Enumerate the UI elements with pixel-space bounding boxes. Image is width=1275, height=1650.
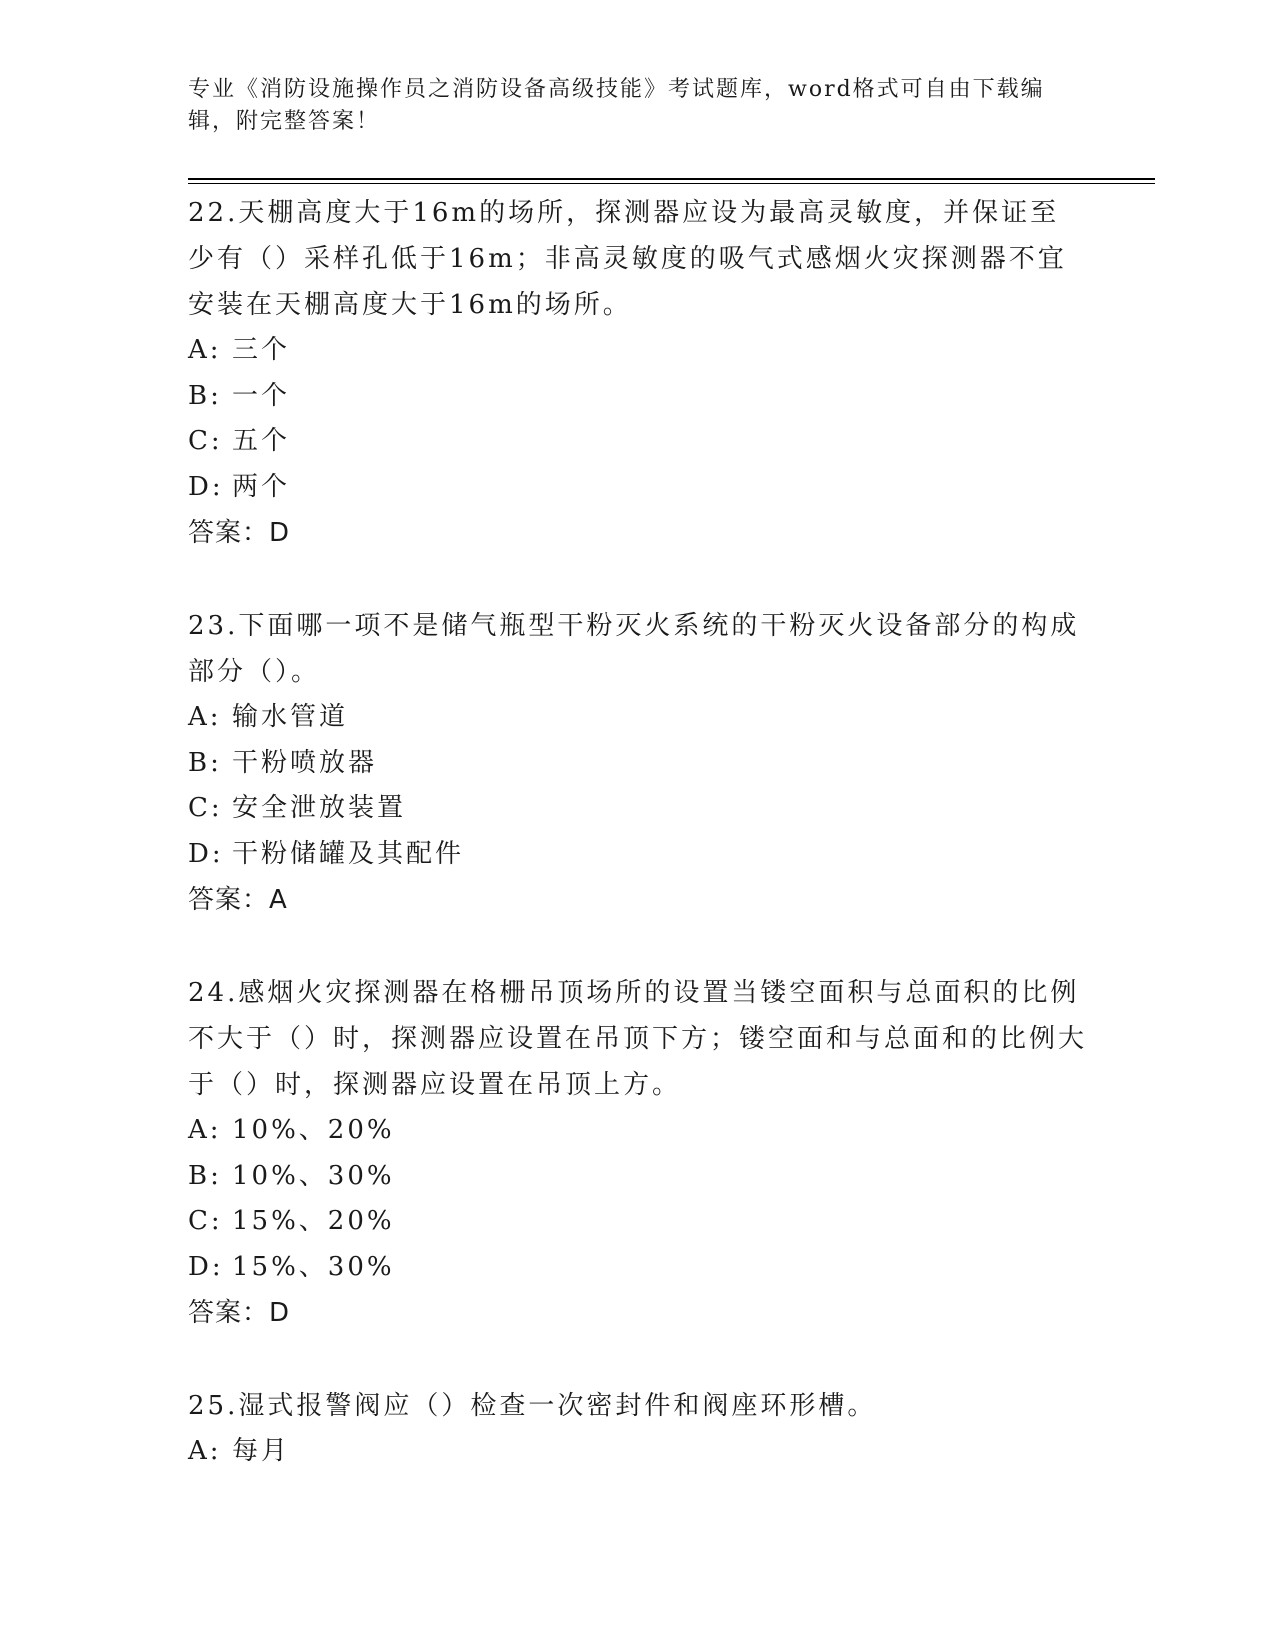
option-text: 15%、20% <box>232 1206 395 1236</box>
answer: 答案：D <box>188 1298 291 1328</box>
question-stem: 25.湿式报警阀应（）检查一次密封件和阀座环形槽。 <box>188 1391 877 1421</box>
option-c <box>188 786 1088 832</box>
option-text: 三个 <box>232 335 291 365</box>
option-key: C: <box>188 793 223 823</box>
option-text: 两个 <box>232 471 291 502</box>
option-key: C: <box>188 1206 223 1236</box>
header-rule-thick <box>188 178 1155 180</box>
answer: 答案：D <box>188 518 291 548</box>
option-b <box>188 374 1088 420</box>
option-text: 干粉储罐及其配件 <box>232 838 465 869</box>
option-d <box>188 465 1088 511</box>
option-text: 干粉喷放器 <box>232 747 378 778</box>
option-text: 10%、30% <box>232 1160 395 1191</box>
option-key: B: <box>188 380 222 411</box>
option-key: A: <box>188 1436 222 1466</box>
option-d <box>188 1245 1088 1291</box>
question-24 <box>188 970 1088 1336</box>
option-key: D: <box>188 471 224 502</box>
answer: 答案：A <box>188 885 288 915</box>
option-key: D: <box>188 1251 224 1282</box>
option-text: 10%、20% <box>232 1115 395 1145</box>
option-key: A: <box>188 1115 222 1145</box>
option-b <box>188 741 1088 787</box>
question-stem: 24.感烟火灾探测器在格栅吊顶场所的设置当镂空面积与总面积的比例不大于（）时，探测器应设置在吊顶下方；镂空面和与总面和的比例大于（）时，探测器应设置在吊顶上方。 <box>188 978 1088 1100</box>
option-a <box>188 695 1088 741</box>
question-list <box>188 190 1088 1522</box>
option-a <box>188 1108 1088 1154</box>
option-a <box>188 328 1088 374</box>
option-b <box>188 1154 1088 1200</box>
option-text: 安全泄放装置 <box>232 793 407 823</box>
option-text: 五个 <box>232 426 291 456</box>
option-a <box>188 1429 1088 1475</box>
option-key: B: <box>188 1160 222 1191</box>
question-22 <box>188 190 1088 556</box>
question-stem: 22.天棚高度大于16m的场所，探测器应设为最高灵敏度，并保证至少有（）采样孔低于16m；非高灵敏度的吸气式感烟火灾探测器不宜安装在天棚高度大于16m的场所。 <box>188 198 1067 320</box>
question-25 <box>188 1383 1088 1475</box>
option-key: A: <box>188 702 222 732</box>
option-text: 一个 <box>232 380 291 411</box>
page-header: 专业《消防设施操作员之消防设备高级技能》考试题库，word格式可自由下载编辑，附完整答案！ <box>188 77 1045 134</box>
option-d <box>188 832 1088 878</box>
option-c <box>188 1199 1088 1245</box>
option-text: 输水管道 <box>232 702 349 732</box>
option-key: A: <box>188 335 222 365</box>
option-key: D: <box>188 838 224 869</box>
option-key: C: <box>188 426 223 456</box>
option-c <box>188 419 1088 465</box>
question-stem: 23.下面哪一项不是储气瓶型干粉灭火系统的干粉灭火设备部分的构成部分（）。 <box>188 611 1080 687</box>
header-rule-thin <box>188 183 1155 184</box>
option-text: 15%、30% <box>232 1251 395 1282</box>
question-23 <box>188 603 1088 923</box>
option-text: 每月 <box>232 1436 291 1466</box>
option-key: B: <box>188 747 222 778</box>
